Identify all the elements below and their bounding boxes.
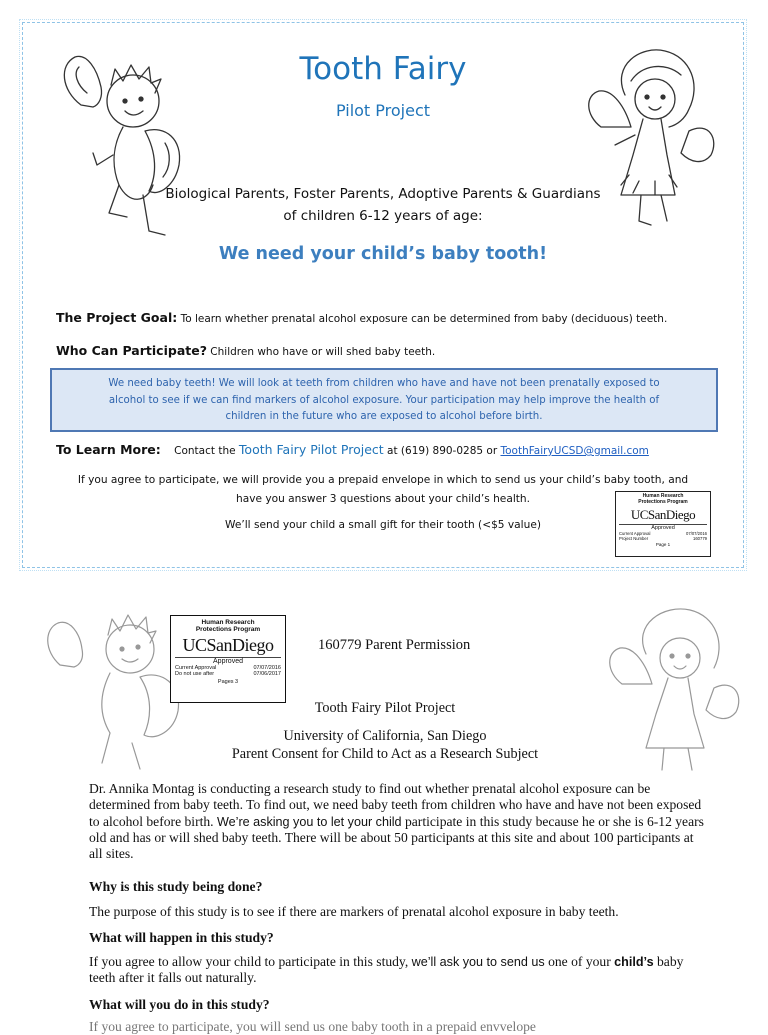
flyer-title: Tooth Fairy (299, 51, 467, 87)
who-text: Children who have or will shed baby teeth. (210, 346, 436, 358)
stamp-row-value: 07/06/2017 (253, 671, 281, 678)
ucsd-logo: UCSanDiego (182, 634, 274, 655)
stamp-approved: Approved (619, 524, 707, 531)
audience-line: of children 6-12 years of age: (283, 208, 483, 224)
stamp-header-line: Human Research (642, 493, 684, 499)
stamp-header-line: Protections Program (195, 626, 261, 634)
agree-paragraph (63, 471, 703, 509)
stamp-row-value: 07/07/2016 (253, 664, 281, 671)
stamp-page: Pages 3 (217, 678, 239, 685)
agree-line: have you answer 3 questions about your child’s health. (235, 493, 530, 505)
consent-project: Tooth Fairy Pilot Project (314, 700, 456, 716)
section-heading-what-you-do: What will you do in this study? (89, 997, 270, 1012)
section-text-emphasis: child’s (614, 955, 654, 969)
irb-approval-stamp (170, 615, 286, 703)
intro-text-emphasis: We’re asking you to let your child (216, 814, 402, 829)
stamp-row-label: Do not use after (175, 671, 215, 678)
info-box-line: We need baby teeth! We will look at teeth from children who have and have not been prenatally exposed to (108, 378, 660, 389)
stamp-row-value: 07/07/2016 (686, 530, 707, 536)
stamp-header-line: Human Research (201, 619, 255, 626)
learn-project-name: Tooth Fairy Pilot Project (238, 442, 384, 457)
project-goal-text: To learn whether prenatal alcohol exposure can be determined from baby (deciduous) teeth. (180, 313, 668, 325)
section-text-cutoff: If you agree to participate, you will send us one baby tooth in a prepaid envvelope (89, 1019, 536, 1034)
stamp-row (175, 671, 281, 678)
gift-note: We’ll send your child a small gift for their tooth (<$5 value) (225, 519, 541, 531)
stamp-row-label: Current Approval (175, 664, 217, 671)
flyer-headline: We need your child’s baby tooth! (218, 244, 548, 264)
section-text-why: The purpose of this study is to see if there are markers of prenatal alcohol exposure in baby teeth. (89, 904, 619, 919)
consent-title: Parent Consent for Child to Act as a Research Subject (231, 746, 539, 762)
stamp-row (619, 536, 707, 541)
section-text: baby teeth after it falls out naturally. (89, 954, 684, 986)
consent-page (0, 588, 768, 1034)
learn-more (56, 442, 649, 457)
info-box-line: alcohol to see if we can find markers of alcohol exposure. Your participation may help improve the health of (108, 394, 660, 406)
flyer-subtitle: Pilot Project (335, 101, 431, 120)
stamp-page: Page 1 (655, 541, 671, 547)
stamp-row-label: Project Number (619, 535, 649, 541)
project-goal (56, 310, 667, 325)
stamp-row-value: 160779 (693, 535, 707, 541)
section-heading-why: Why is this study being done? (89, 879, 263, 894)
agree-line: If you agree to participate, we will provide you a prepaid envelope in which to send us your child’s baby tooth, and (77, 474, 689, 486)
section-text-what-happens (89, 954, 709, 987)
ucsd-logo: UCSanDiego (630, 506, 696, 522)
section-text: If you agree to allow your child to participate in this study, (89, 954, 409, 969)
learn-more-label: To Learn More: (56, 442, 161, 457)
who-label: Who Can Participate? (56, 343, 207, 358)
irb-approval-stamp (615, 491, 711, 557)
consent-university: University of California, San Diego (283, 728, 487, 744)
intro-text: participate in this study because he or she is 6-12 years old and has or will shed baby teeth. There will be about 50 participants at this site and about 100 participants at all sites. (89, 813, 704, 862)
intro-text: Dr. Annika Montag is conducting a research study to find out whether prenatal alcohol exposure can be determined from baby teeth. To find out, we need baby teeth from children who have and have not been exposed to alcohol before birth. (89, 781, 702, 829)
learn-phone: at (619) 890-0285 or (387, 445, 498, 457)
project-goal-label: The Project Goal: (56, 310, 178, 325)
learn-contact-text: Contact the (174, 445, 236, 457)
stamp-header (175, 619, 281, 634)
stamp-header-line: Protections Program (638, 498, 688, 505)
flyer-audience (23, 183, 743, 227)
contact-email-link[interactable]: ToothFairyUCSD@gmail.com (500, 445, 649, 457)
section-heading-what-happens: What will happen in this study? (89, 930, 274, 945)
audience-line: Biological Parents, Foster Parents, Adoptive Parents & Guardians (165, 186, 601, 202)
info-box-line: children in the future who are exposed to alcohol before birth. (225, 411, 543, 422)
consent-heading (175, 699, 595, 763)
flyer-panel (22, 22, 744, 568)
consent-intro-paragraph (89, 781, 709, 862)
stamp-approved: Approved (175, 657, 281, 665)
section-text: one of your (548, 954, 611, 969)
info-box (50, 368, 718, 432)
tooth-fairy-girl-illustration (600, 598, 750, 773)
section-text-emphasis: we’ll ask you to send us (411, 955, 545, 969)
stamp-header (619, 494, 707, 506)
who-can-participate (56, 343, 435, 358)
parent-permission-id: 160779 Parent Permission (318, 637, 471, 653)
stamp-row-label: Current Approval (619, 530, 651, 536)
